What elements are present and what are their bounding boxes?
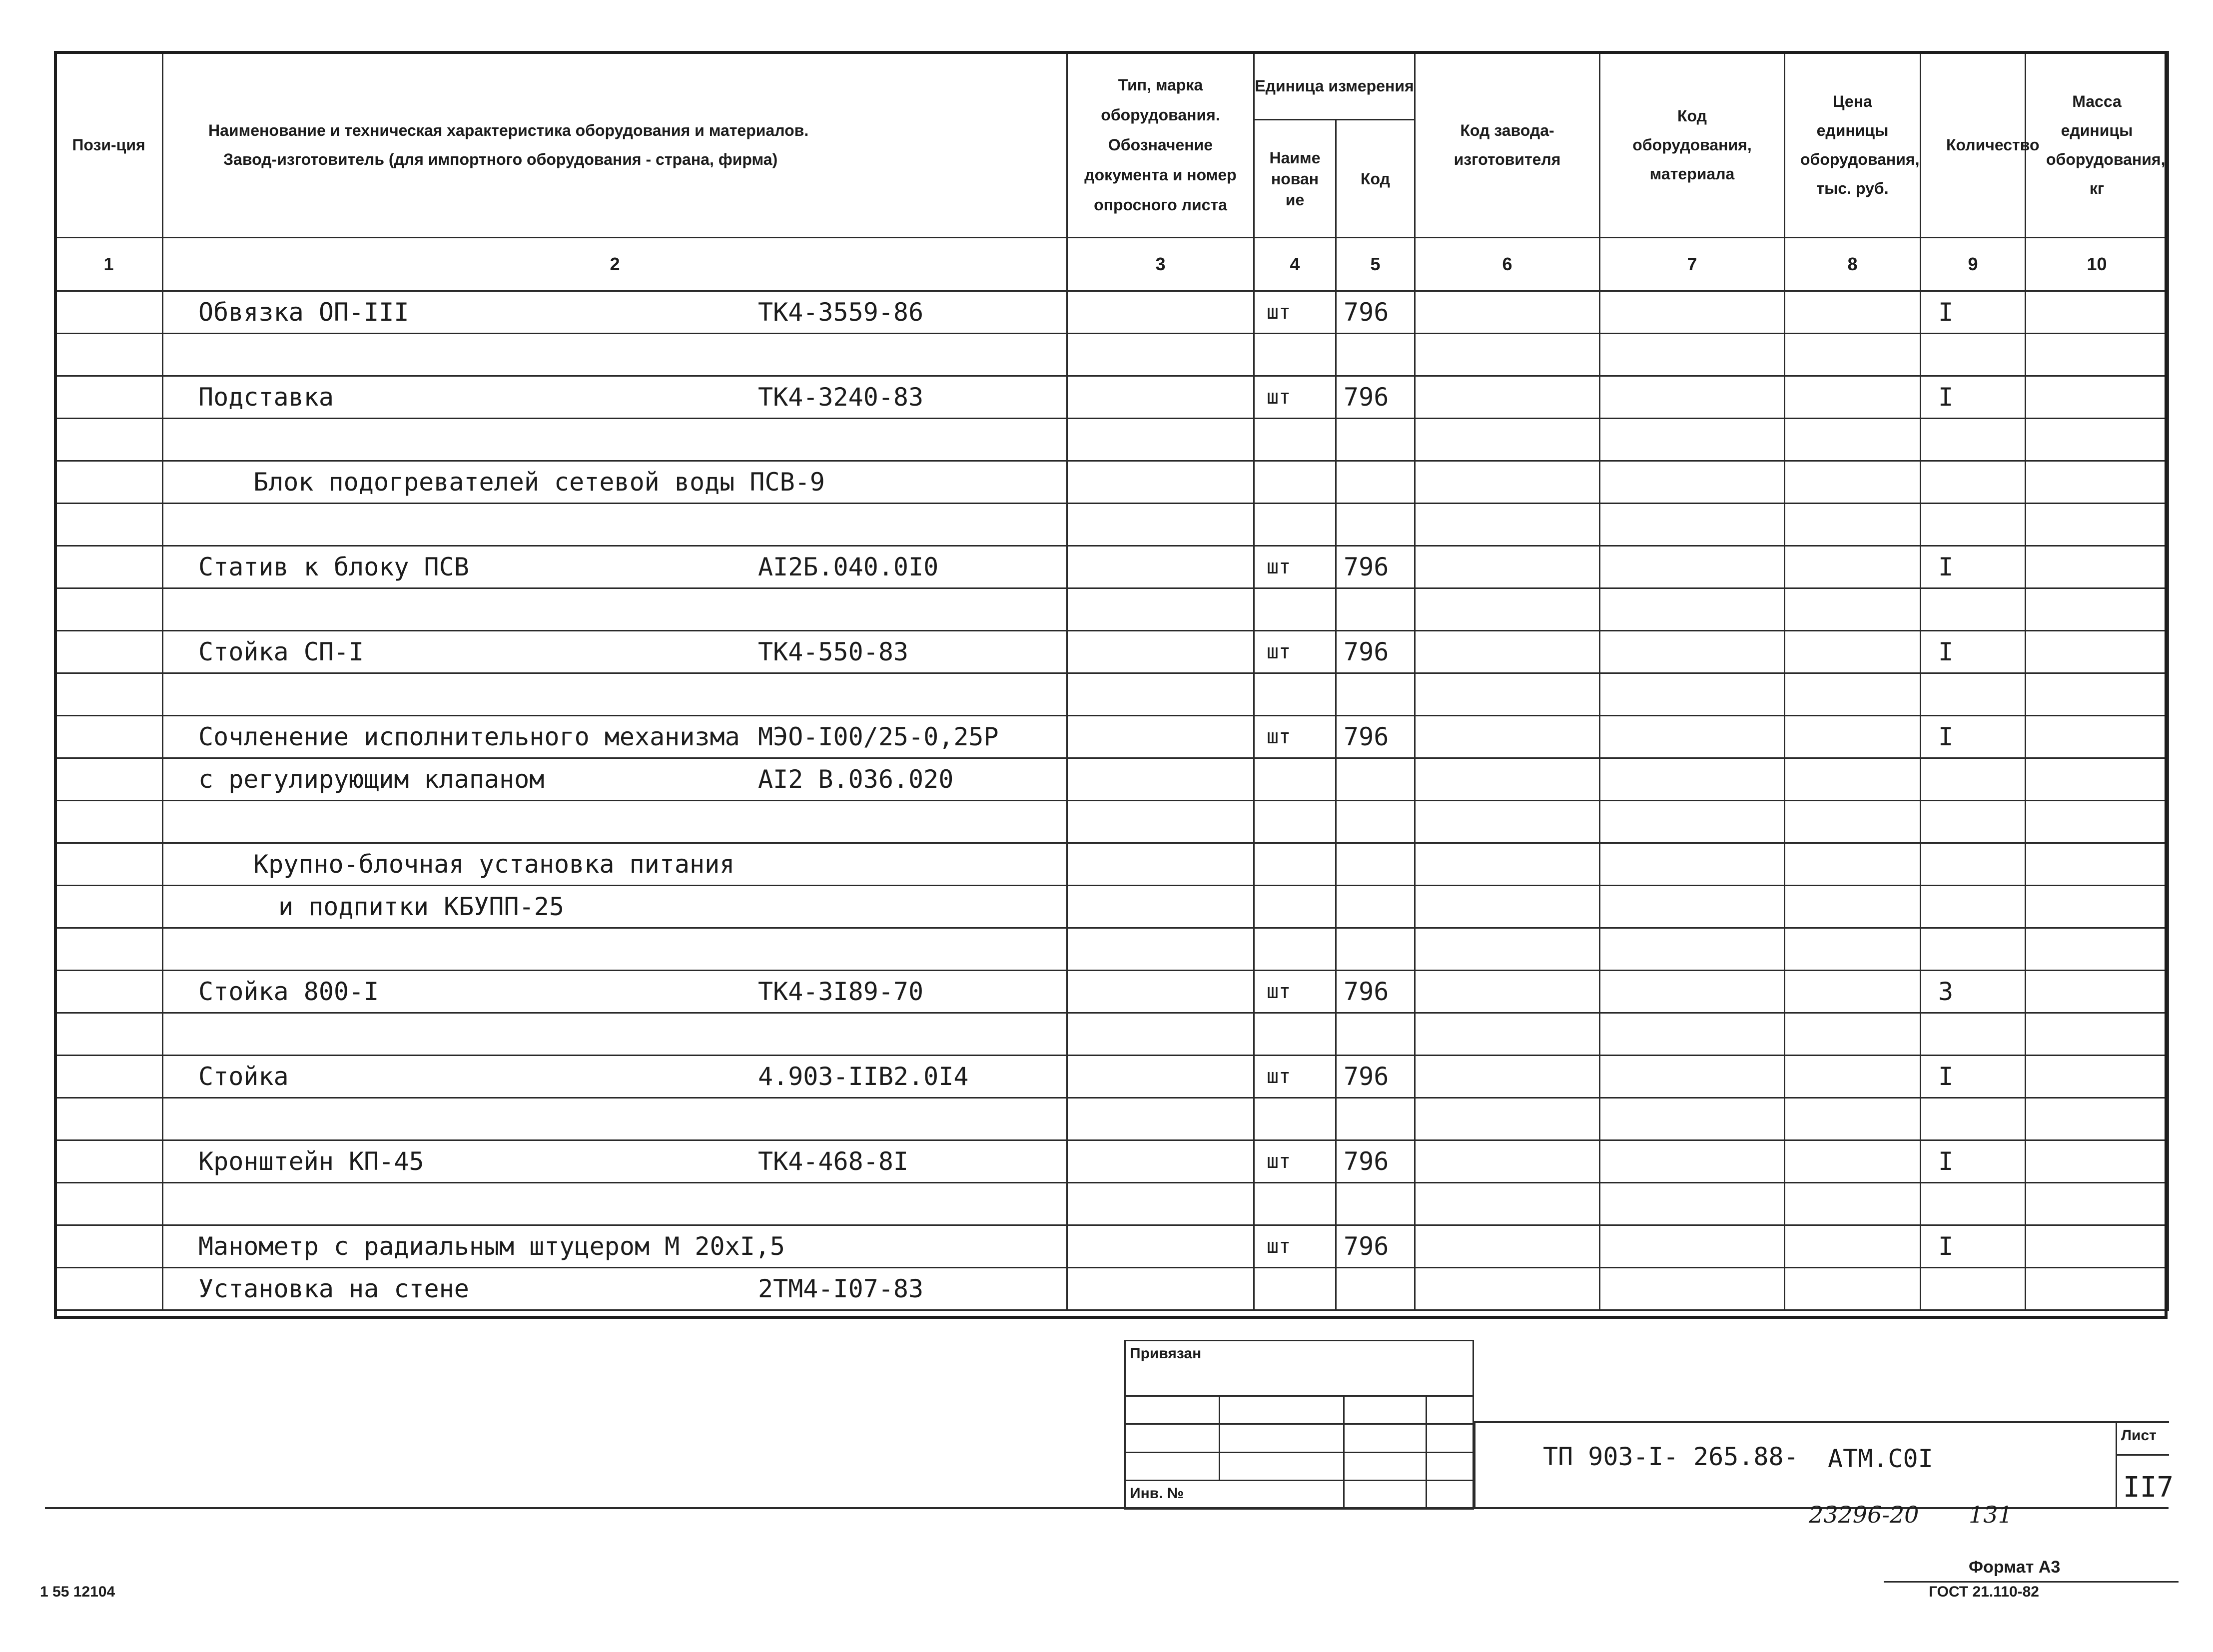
format-label: Формат А3 xyxy=(1969,1558,2061,1577)
item-document: ТК4-3559-86 xyxy=(758,298,924,327)
cell-unit-code: 796 xyxy=(1336,971,1415,1013)
cell-quantity: I xyxy=(1921,1056,2026,1098)
header-price: Цена единицы оборудования, тыс. руб. xyxy=(1785,52,1921,238)
item-document: 4.903-IIВ2.0I4 xyxy=(758,1062,969,1091)
cell-unit-code: 796 xyxy=(1336,376,1415,419)
item-name: Обвязка ОП-III xyxy=(198,298,409,327)
document-code: ТП 903-I- 265.88- xyxy=(1543,1442,1799,1471)
header-position: Пози-ция xyxy=(55,52,163,238)
handwritten-number: 23296-20 xyxy=(1809,1501,1919,1528)
cell-quantity: I xyxy=(1921,716,2026,758)
cell-unit-code: 796 xyxy=(1336,546,1415,588)
section-title: Блок подогревателей сетевой воды ПСВ-9 xyxy=(253,468,825,497)
cell-unit-code: 796 xyxy=(1336,1140,1415,1183)
item-document: МЭО-I00/25-0,25Р xyxy=(758,722,999,751)
header-type: Тип, марка оборудования. Обозначение документа и номер опросного листа xyxy=(1067,52,1254,238)
item-name: Подставка xyxy=(198,383,334,412)
header-factory-code: Код завода-изготовителя xyxy=(1415,52,1600,238)
column-number: 7 xyxy=(1600,238,1785,291)
column-number: 10 xyxy=(2026,238,2169,291)
cell-quantity: I xyxy=(1921,1140,2026,1183)
cell-unit-code: 796 xyxy=(1336,291,1415,334)
cell-unit: шт xyxy=(1254,1140,1336,1183)
item-name: Стойка 800-I xyxy=(198,977,379,1006)
gost-label: ГОСТ 21.110-82 xyxy=(1929,1584,2039,1600)
document-mark: АТМ.С0I xyxy=(1828,1444,1933,1473)
column-number: 6 xyxy=(1415,238,1600,291)
cell-unit: шт xyxy=(1254,631,1336,673)
header-unit-code: Код xyxy=(1336,120,1415,238)
column-number: 1 xyxy=(55,238,163,291)
cell-unit: шт xyxy=(1254,971,1336,1013)
cell-quantity: I xyxy=(1921,376,2026,419)
item-document: ТК4-550-83 xyxy=(758,637,909,666)
section-title: Крупно-блочная установка питания xyxy=(253,850,735,879)
cell-unit: шт xyxy=(1254,716,1336,758)
sheet-box xyxy=(2116,1423,2174,1509)
handwritten-page: 131 xyxy=(1969,1501,2013,1528)
item-name: Сочленение исполнительного механизма xyxy=(198,722,740,751)
header-unit-group: Единица измерения xyxy=(1254,52,1415,120)
cell-quantity: I xyxy=(1921,1225,2026,1268)
column-number: 9 xyxy=(1921,238,2026,291)
column-number: 3 xyxy=(1067,238,1254,291)
item-document: 2ТМ4-I07-83 xyxy=(758,1274,924,1303)
item-name: Стойка xyxy=(198,1062,289,1091)
cell-unit-code: 796 xyxy=(1336,1225,1415,1268)
item-name: Установка на стене xyxy=(198,1274,469,1303)
cell-unit: шт xyxy=(1254,1225,1336,1268)
cell-unit: шт xyxy=(1254,376,1336,419)
header-unit-name: Наименование xyxy=(1254,120,1336,238)
stamp-inventory-label: Инв. № xyxy=(1125,1481,1344,1509)
cell-unit: шт xyxy=(1254,1056,1336,1098)
item-document: АI2 В.036.020 xyxy=(758,765,954,794)
header-equipment-code: Код оборудования, материала xyxy=(1600,52,1785,238)
item-name: Статив к блоку ПСВ xyxy=(198,552,469,581)
format-rule-line xyxy=(1884,1581,2179,1583)
header-name-line1: Наименование и техническая характеристика оборудования и материалов. xyxy=(208,121,809,139)
title-block xyxy=(1474,1421,2174,1509)
column-number: 4 xyxy=(1254,238,1336,291)
item-document: ТК4-3240-83 xyxy=(758,383,924,412)
table-frame xyxy=(54,51,2168,1319)
item-name: Кронштейн КП-45 xyxy=(198,1147,424,1176)
item-document: ТК4-468-8I xyxy=(758,1147,909,1176)
column-number: 2 xyxy=(163,238,1067,291)
section-title: и подпитки КБУПП-25 xyxy=(278,892,564,921)
column-number: 5 xyxy=(1336,238,1415,291)
cell-quantity: I xyxy=(1921,546,2026,588)
header-mass: Масса единицы оборудования, кг xyxy=(2026,52,2169,238)
cell-unit-code: 796 xyxy=(1336,716,1415,758)
item-document: ТК4-3I89-70 xyxy=(758,977,924,1006)
cell-unit: шт xyxy=(1254,546,1336,588)
bottom-left-code: 1 55 12104 xyxy=(40,1584,115,1600)
item-name: Стойка СП-I xyxy=(198,637,364,666)
cell-unit-code: 796 xyxy=(1336,631,1415,673)
sheet-label: Лист xyxy=(2121,1427,2157,1444)
stamp-linked-label: Привязан xyxy=(1125,1341,1474,1396)
cell-quantity: I xyxy=(1921,291,2026,334)
item-name: Манометр с радиальным штуцером М 20хI,5 xyxy=(198,1232,785,1261)
cell-quantity: I xyxy=(1921,631,2026,673)
header-name-line2: Завод-изготовитель (для импортного оборудования - страна, фирма) xyxy=(223,150,778,168)
header-quantity: Количество xyxy=(1921,52,2026,238)
cell-unit: шт xyxy=(1254,291,1336,334)
item-document: АI2Б.040.0I0 xyxy=(758,552,939,581)
binding-stamp xyxy=(1124,1340,1474,1510)
cell-quantity: 3 xyxy=(1921,971,2026,1013)
item-name: с регулирующим клапаном xyxy=(198,765,545,794)
sheet-number: II7 xyxy=(2123,1471,2174,1504)
column-number: 8 xyxy=(1785,238,1921,291)
cell-unit-code: 796 xyxy=(1336,1056,1415,1098)
